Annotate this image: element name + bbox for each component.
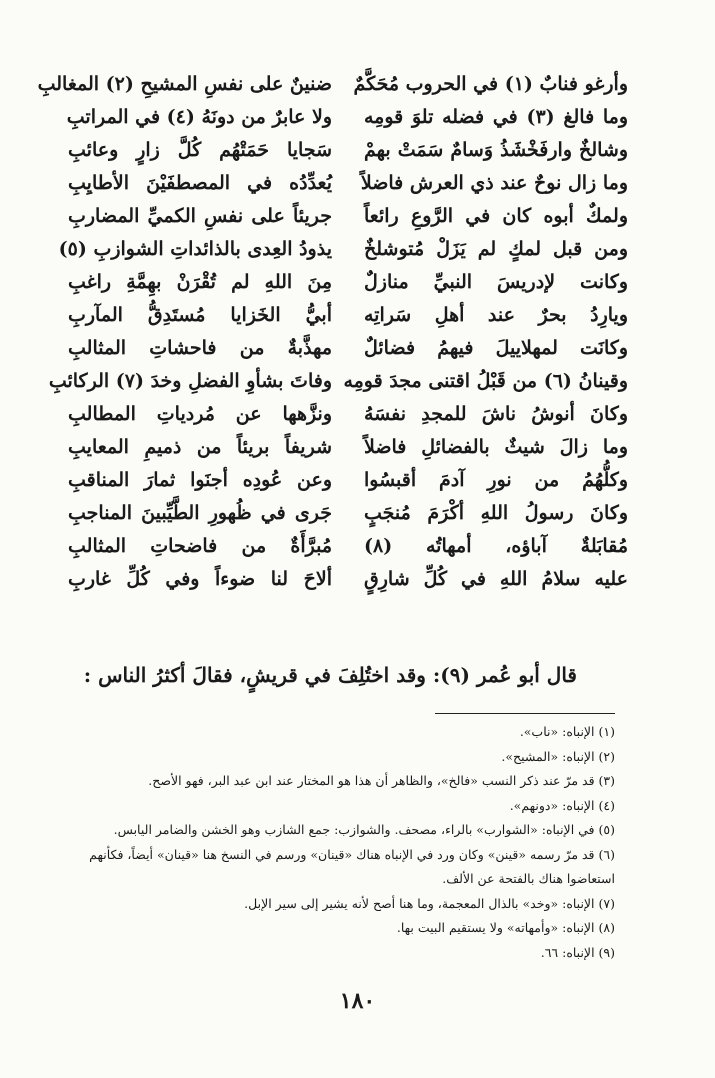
verse-line: ألاحَ لنا ضوءاً وفي كُلِّ غاربِ bbox=[68, 568, 332, 590]
verse-line: وفاتَ بشأوِ الفضلِ وخدَ (٧) الركائبِ bbox=[48, 370, 332, 392]
verse-line: جريئاً على نفسِ الكميِّ المضاربِ bbox=[68, 205, 332, 227]
verse-line: وكانت لإدريسَ النبيِّ منازلٌ bbox=[364, 271, 628, 293]
footnote: (١) الإنباه: «ناب». bbox=[519, 724, 615, 739]
footnote-divider bbox=[435, 713, 615, 714]
verse-line: وشالخٌ وارفَخْشَذُ وَسامٌ سَمَتْ بهمْ bbox=[364, 139, 628, 161]
verse-line: وعن عُودِه أجنَوا ثمارَ المناقبِ bbox=[68, 469, 332, 491]
verse-line: وكانَ رسولُ اللهِ أكْرَمَ مُنجَبٍ bbox=[364, 502, 628, 524]
verse-line: وأرغو فنابٌ (١) في الحروب مُحَكَّمٌ bbox=[353, 73, 628, 95]
footnote: (٩) الإنباه: ٦٦. bbox=[540, 944, 615, 960]
verse-line: ولا عابرٌ من دونَهُ (٤) في المراتبِ bbox=[66, 106, 332, 128]
verse-line: وكلُّهُمُ من نورِ آدمَ أقبسُوا bbox=[364, 469, 628, 491]
poem-block bbox=[37, 68, 628, 596]
page-number: ١٨٠ bbox=[339, 988, 376, 1014]
footnote: (٦) قد مرّ رسمه «قينن» وكان ورد في الإنباه هناك «قينان» ورسم في النسخ هنا «قينان» أيضاً، فكأنهم استعاضوا هناك بالفتحة عن الألف. bbox=[89, 846, 615, 886]
verse-line: أبيُّ الخَزايا مُستَدِقُّ المآربِ bbox=[68, 304, 332, 326]
footnote: (٤) الإنباه: «دونهم». bbox=[509, 797, 615, 813]
verse-line: وكانَ أنوشُ ناشَ للمجدِ نفسَهُ bbox=[364, 403, 628, 425]
verse-line: وما فالغ (٣) في فضله تلوَ قومِه bbox=[364, 106, 628, 128]
verse-line: جَرى في ظُهورِ الطَّيِّبينَ المناجبِ bbox=[68, 502, 332, 524]
footnotes bbox=[75, 720, 615, 965]
verse-line: وما زالَ شيثٌ بالفضائلِ فاضلاً bbox=[364, 436, 628, 458]
verse-line: مهذَّبةٌ من فاحشاتِ المثالبِ bbox=[68, 337, 332, 359]
verse-line: ونزَّهها عن مُردياتِ المطالبِ bbox=[68, 403, 332, 425]
footnote: (٥) في الإنباه: «الشوارب» بالراء، مصحف. والشوازب: جمع الشازب وهو الخشن والضامر اليابس. bbox=[113, 822, 615, 837]
footnote: (٨) الإنباه: «وأمهاته» ولا يستقيم البيت بها. bbox=[396, 920, 615, 935]
verse-line: ويارِدُ بحرٌ عند أهلِ سَراتِه bbox=[364, 304, 628, 326]
footnote: (٢) الإنباه: «المشيح». bbox=[501, 748, 615, 764]
verse-line: ضنينٌ على نفسِ المشيحِ (٢) المغالبِ bbox=[37, 73, 332, 95]
prose-paragraph: قال أبو عُمر (٩): وقد اختُلِفَ في قريشٍ، فقالَ أكثرُ الناس : bbox=[83, 663, 577, 687]
verse-line: وقينانُ (٦) من قَبْلُ اقتنى مجدَ قومِه bbox=[343, 370, 628, 392]
poem-right-column bbox=[343, 68, 628, 596]
poem-left-column bbox=[37, 68, 332, 596]
verse-line: ومن قبل لمكٍ لم يَزَلْ مُتوشلخٌ bbox=[364, 238, 628, 260]
verse-line: عليه سلامُ اللهِ في كُلِّ شارِقٍ bbox=[364, 568, 628, 590]
verse-line: يُعدِّدُه في المصطفَيْنَ الأطايِبِ bbox=[68, 172, 332, 194]
verse-line: سَجايا حَمَتْهُم كُلَّ زارٍ وعائبِ bbox=[68, 139, 332, 161]
verse-line: مُبرَّأَةٌ من فاضحاتِ المثالبِ bbox=[68, 535, 332, 557]
verse-line: مِنَ اللهِ لم تُقْرَنْ بهِمَّةِ راغبِ bbox=[68, 271, 332, 293]
verse-line: ولمكٌ أبوه كان في الرَّوعِ رائعاً bbox=[364, 205, 628, 227]
verse-line: وكانَت لمهلاييلَ فيهمُ فضائلٌ bbox=[364, 337, 628, 359]
verse-line: شريفاً بريئاً من ذميمِ المعايبِ bbox=[68, 436, 332, 458]
verse-line: وما زال نوحٌ عند ذي العرش فاضلاً bbox=[360, 172, 628, 194]
footnote: (٧) الإنباه: «وخد» بالذال المعجمة، وما هنا أصح لأنه يشير إلى سير الإبل. bbox=[244, 895, 615, 911]
verse-line: مُقابَلةٌ آباؤه، أمهاتُه (٨) bbox=[364, 535, 628, 557]
footnote: (٣) قد مرّ عند ذكر النسب «فالخ»، والظاهر أن هذا هو المختار عند ابن عبد البر، فهو الأصح. bbox=[148, 773, 615, 788]
verse-line: يذودُ العِدى بالذائداتِ الشوازبِ (٥) bbox=[58, 238, 332, 260]
